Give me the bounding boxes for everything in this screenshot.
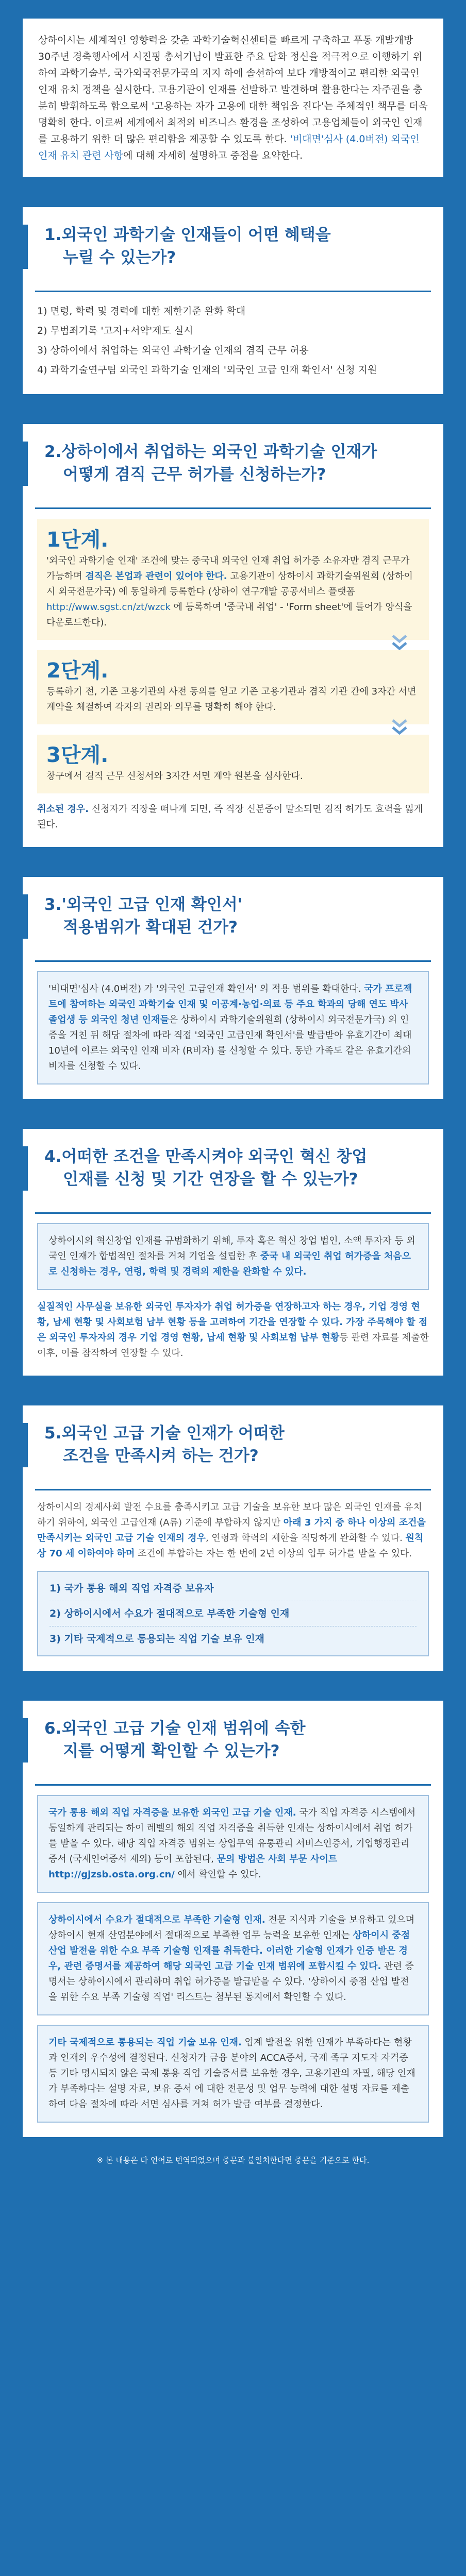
section-5-title-line2: 조건을 만족시켜 하는 건가? — [63, 1447, 259, 1465]
section-6-header — [23, 1701, 443, 1776]
section-5-text-3: 조건에 부합하는 자는 한 번에 2년 이상의 업무 허가를 받을 수 있다. — [135, 1548, 412, 1559]
section-2 — [23, 424, 443, 847]
intro-text-end: 에 대해 자세히 설명하고 중점을 요약한다. — [123, 150, 303, 161]
step-1-number: 1단계. — [46, 528, 109, 552]
section-6-rule — [35, 1784, 431, 1786]
section-5-header — [23, 1405, 443, 1481]
section-6-box-2-text: 전문 지식과 기술을 보유하고 있으며 상하이시 현재 산업분야에서 절대적으로 부족한 업무 능력을 보유한 인재는 — [48, 1914, 415, 1941]
section-5-text-2: , 연령과 학력의 제한을 적당하게 완화할 수 있다. — [205, 1533, 406, 1544]
section-6-box-2-emphasis: 상하이시 중점 산업 발전을 위한 수요 부족 기술형 인재를 취득한다. 이러한 기술형 인재가 인증 받은 경우, 관련 증명서를 제공하여 해당 외국인 고급 기술 인재 범위에 포함시킬 수 있다. — [48, 1930, 410, 1972]
section-6-box-1 — [37, 1795, 429, 1893]
section-3-title-line1: 3.'외국인 고급 인재 확인서' — [44, 895, 243, 914]
section-2-title-line1: 2.상하이에서 취업하는 외국인 과학기술 인재가 — [44, 443, 377, 461]
section-1-title — [44, 224, 428, 269]
intro-highlight: '비대면'심사 (4.0버전) 외국인 인재 유치 관련 사항 — [38, 133, 420, 161]
section-3-emphasis: 국가 프로젝트에 참여하는 외국인 과학기술 인재 및 이공계·농업·의료 등 주요 학과의 당해 연도 박사 졸업생 등 외국인 청년 인재들 — [48, 984, 412, 1025]
list-item: 2) 무범죄기록 '고지+서약'제도 실시 — [37, 325, 193, 336]
section-6-box-2-text-2: 관련 증명서는 상하이시에서 관리하며 취업 허가증을 발급받을 수 있다. '상하이시 중점 산업 발전을 위한 수요 부족 기술형 직업' 리스트는 첨부된 통지에서 확인할 수 있다. — [48, 1961, 414, 2003]
section-6-box-1-text-2: 에서 확인할 수 있다. — [174, 1869, 261, 1880]
section-1-title-line2: 누릴 수 있는가? — [63, 248, 176, 267]
step-1-text-2: 고용기관이 상하이시 과학기술위원회 (상하이시 외국전문가국) 에 동일하게 등록한다 (상하이 연구개발 공공서비스 플랫폼 — [46, 571, 413, 597]
section-6 — [23, 1701, 443, 2137]
step-1-text: '외국인 과학기술 인재' 조건에 맞는 중국내 외국인 인재 취업 허가증 소유자만 겸직 근무가 가능하며 — [46, 555, 410, 582]
section-4-title-line2: 인재를 신청 및 기간 연장을 할 수 있는가? — [63, 1170, 358, 1189]
footnote: ※ 본 내용은 다 언어로 번역되었으며 중문과 불일치한다면 중문을 기준으로 한다. — [96, 2156, 370, 2165]
section-4-para-emphasis: 실질적인 사무실을 보유한 외국인 투자자가 취업 허가증을 연장하고자 하는 경우, 기업 경영 현황, 납세 현황 및 사회보험 납부 현황 등을 고려하여 기간을 연장할 수 있다. 가장 주목해야 할 점은 외국인 투자자의 경우 기업 경영 현황, 납세 현황 및 사회보험 납부 현황 — [37, 1301, 428, 1343]
section-2-header — [23, 424, 443, 499]
cancel-note — [23, 793, 443, 833]
section-6-box-3 — [37, 2025, 429, 2123]
section-1 — [23, 207, 443, 394]
section-6-box-1-link[interactable]: 문의 방법은 사회 부문 사이트 http://gjzsb.osta.org.cn/ — [48, 1854, 338, 1880]
section-3-box — [37, 971, 429, 1084]
list-item: 2) 상하이시에서 수요가 절대적으로 부족한 기술형 인재 — [49, 1601, 417, 1626]
section-5-title — [44, 1422, 428, 1467]
section-4-rule — [35, 1212, 431, 1214]
list-item: 3) 상하이에서 취업하는 외국인 과학기술 인재의 겸직 근무 허용 — [37, 345, 309, 356]
section-3-title — [44, 893, 428, 939]
step-1-emphasis: 겸직은 본업과 관련이 있어야 한다. — [85, 571, 227, 582]
section-6-box-3-text: 업계 발전을 위한 인재가 부족하다는 현황과 인재의 우수성에 결정된다. 신청자가 금융 분야의 ACCA증서, 국제 족구 지도자 자격증 등 기타 명시되지 않은 국제 통용 직업 기술증서를 보유한 경우, 고용기관의 자필, 해당 인재가 부족하다는 설명 자료, 보유 증서 에 대한 전문성 및 업무 능력에 대한 설명 자료를 제출하여 다음 절차에 따라 서면 심사를 거쳐 허가 발급 여부를 결정한다. — [48, 2037, 415, 2110]
section-4-text: 상하이시의 혁신창업 인재를 규범화하기 위해, 투자 혹은 혁신 창업 법인, 소액 투자자 등 외국인 인재가 합법적인 절차를 거쳐 기업을 설립한 후 — [48, 1235, 415, 1262]
section-6-title — [44, 1717, 428, 1762]
section-4-box — [37, 1223, 429, 1290]
step-1 — [37, 519, 429, 640]
step-3 — [37, 735, 429, 793]
section-6-box-3-heading: 기타 국제적으로 통용되는 직업 기술 보유 인재. — [48, 2037, 242, 2048]
section-4-title — [44, 1145, 428, 1191]
step-1-link[interactable]: http://www.sgst.cn/zt/wzck — [46, 602, 171, 613]
intro-text: 상하이시는 세계적인 영향력을 갖춘 과학기술혁신센터를 빠르게 구축하고 푸동 개발개방 30주년 경축행사에서 시진핑 총서기님이 발표한 주요 담화 정신을 적극적으로 이행하기 위하여 과학기술부, 국가외국전문가국의 지지 하에 솔선하여 보다 개방적이고 편리한 외국인 인재 유치 정책을 실시한다. 고용기관이 인재를 선발하고 발견하며 활용한다는 자주권을 충분히 발휘하도록 함으로써 '고용하는 자가 고용에 대한 책임을 진다'는 주체적인 책무를 더욱 명확히 한다. 이로써 세계에서 최적의 비즈니스 환경을 조성하여 고용업체들이 외국인 인재를 고용하기 위한 더 많은 편리함을 제공할 수 있도록 한다. — [38, 35, 428, 145]
section-5-text: 상하이시의 경제사회 발전 수요를 충족시키고 고급 기술을 보유한 보다 많은 외국인 인재를 유치하기 위하여, 외국인 고급인재 (A류) 기준에 부합하지 않지만 — [37, 1502, 422, 1528]
step-1-body — [46, 553, 420, 631]
list-item: 1) 면령, 학력 및 경력에 대한 제한기준 완화 확대 — [37, 306, 246, 317]
section-3-text: '비대면'심사 (4.0버전) 가 '외국인 고급인재 확인서' 의 적용 범위를 확대한다. — [48, 984, 364, 994]
section-5-paragraph — [23, 1490, 443, 1562]
list-item: 4) 과학기술연구팀 외국인 과학기술 인재의 '외국인 고급 인재 확인서' 신청 지원 — [37, 364, 377, 376]
section-6-box-2 — [37, 1902, 429, 2015]
section-4-header — [23, 1129, 443, 1204]
section-6-box-1-heading: 국가 통용 해외 직업 자격증을 보유한 외국인 고급 기술 인재. — [48, 1807, 296, 1818]
section-5-title-line1: 5.외국인 고급 기술 인재가 어떠한 — [44, 1424, 285, 1443]
section-3-rule — [35, 960, 431, 962]
list-item: 3) 기타 국제적으로 통용되는 직업 기술 보유 인재 — [49, 1633, 264, 1645]
section-5-emphasis-2: 원칙상 70 세 이하여야 하며 — [37, 1533, 424, 1559]
list-item: 1) 국가 통용 해외 직업 자격증 보유자 — [49, 1576, 417, 1601]
step-3-number: 3단계. — [46, 743, 109, 767]
section-6-title-line1: 6.외국인 고급 기술 인재 범위에 속한 — [44, 1719, 306, 1738]
section-4-emphasis: 중국 내 외국인 취업 허가증을 처음으로 신청하는 경우, 연령, 학력 및 경력의 제한을 완화할 수 있다. — [48, 1251, 411, 1277]
section-3 — [23, 877, 443, 1099]
section-5-emphasis: 아래 3 가지 중 하나 이상의 조건을 만족시키는 외국인 고급 기술 인재의 경우 — [37, 1517, 426, 1544]
section-3-title-line2: 적용범위가 확대된 건가? — [63, 918, 238, 937]
cancel-label: 취소된 경우. — [37, 804, 89, 815]
section-2-title-line2: 어떻게 겸직 근무 허가를 신청하는가? — [63, 465, 326, 484]
section-3-header — [23, 877, 443, 952]
section-2-title — [44, 440, 428, 486]
step-2-number: 2단계. — [46, 659, 109, 683]
step-1-text-3: 에 등록하여 '중국내 취업' - 'Form sheet'에 들어가 양식을 다운로드한다). — [46, 602, 412, 628]
section-1-title-line1: 1.외국인 과학기술 인재들이 어떤 혜택을 — [44, 226, 331, 244]
section-4-para-text: 등 관련 자료를 제출한 이후, 이를 참작하여 연장할 수 있다. — [37, 1332, 429, 1359]
step-3-body: 창구에서 겸직 근무 신청서와 3자간 서면 계약 원본을 심사한다. — [46, 771, 303, 782]
section-4-paragraph — [23, 1290, 443, 1361]
cancel-text: 신청자가 직장을 떠나게 되면, 즉 직장 신분증이 말소되면 겸직 허가도 효력을 잃게 된다. — [37, 804, 423, 830]
section-1-list — [23, 292, 443, 380]
section-4-title-line1: 4.어떠한 조건을 만족시켜야 외국인 혁신 창업 — [44, 1147, 368, 1166]
section-1-header — [23, 207, 443, 282]
section-6-box-1-text: 국가 직업 자격증 시스템에서 동일하게 관리되는 하이 레벨의 해외 직업 자격증을 취득한 인재는 상하이시에서 취업 허가를 받을 수 있다. 해당 직업 자격증 범위는 상업무역 유통관리 서비스인증서, 기업행정관리증서 (국제인어증서 제외) 등이 포함된다, — [48, 1807, 416, 1865]
section-4 — [23, 1129, 443, 1376]
section-5 — [23, 1405, 443, 1671]
section-6-title-line2: 지를 어떻게 확인할 수 있는가? — [63, 1742, 280, 1760]
section-6-box-2-heading: 상하이시에서 수요가 절대적으로 부족한 기술형 인재. — [48, 1914, 265, 1925]
section-5-list — [37, 1571, 429, 1656]
section-2-rule — [35, 507, 431, 509]
step-2 — [37, 650, 429, 724]
section-3-text-2: 은 상하이시 과학기술위원회 (상하이시 외국전문가국) 의 인증을 거친 뒤 해당 절차에 따라 직접 '외국인 고급인재 확인서'를 발급받아 유효기간이 최대 10년에 이르는 외국인 인재 비자 (R비자) 를 신청할 수 있다. 동반 가족도 같은 유효기간의 비자를 신청할 수 있다. — [48, 1014, 412, 1072]
intro-box — [23, 19, 443, 177]
step-2-body: 등록하기 전, 기존 고용기관의 사전 동의를 얻고 기존 고용기관과 겸직 기관 간에 3자간 서면 계약을 체결하여 각자의 권리와 의무를 명확히 해야 한다. — [46, 686, 417, 713]
